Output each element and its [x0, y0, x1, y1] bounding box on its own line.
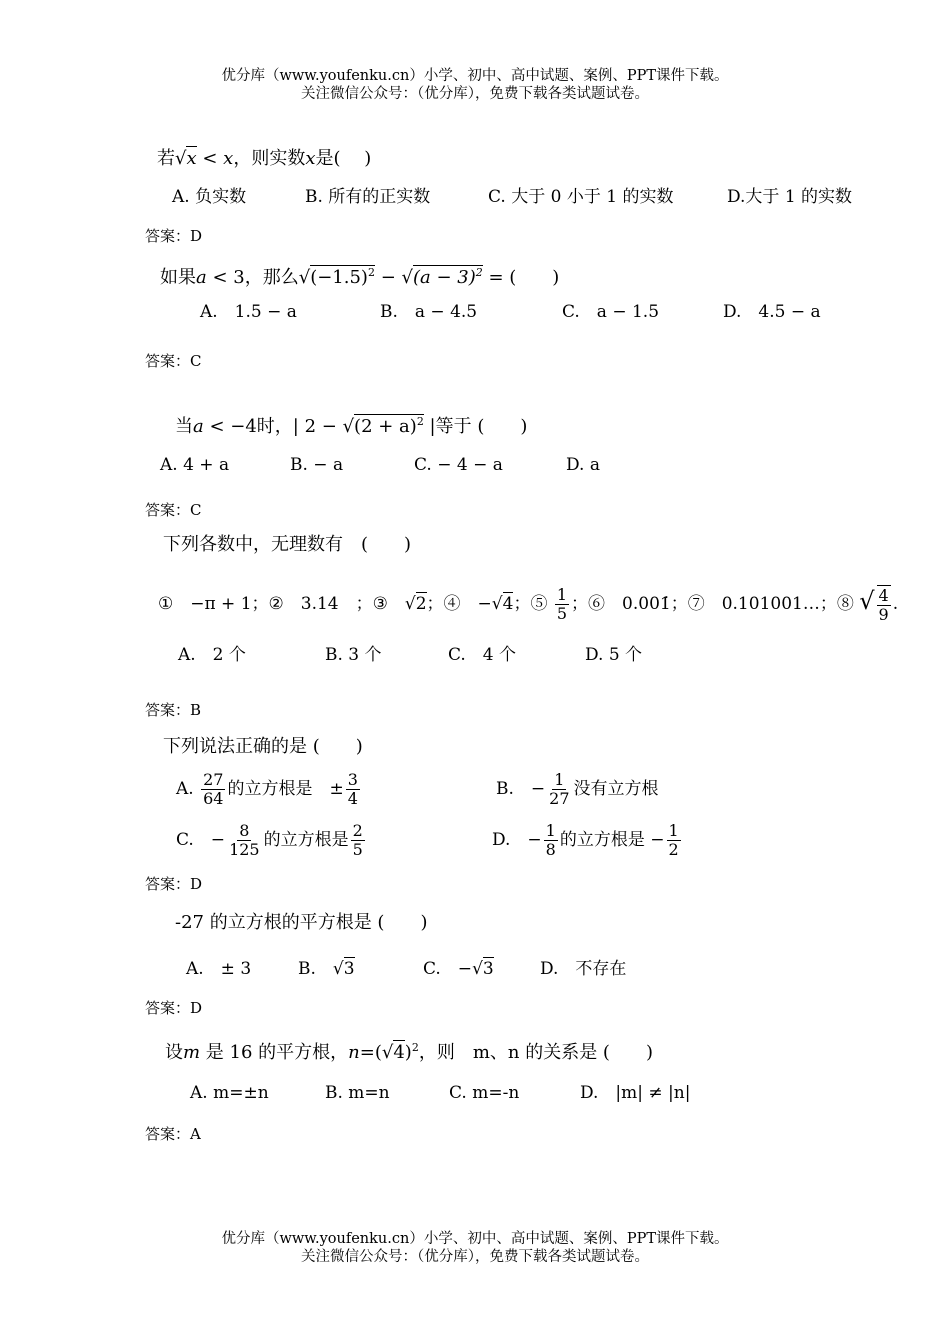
q5-option-c: C. − $\frac{8}{125}$ 的立方根是 $\frac{2}{5}$: [176, 821, 363, 859]
q2-option-a: A. 1.5 − a: [200, 302, 297, 322]
header-line-1: 优分库（www.youfenku.cn）小学、初中、高中试题、案例、PPT课件下载。: [221, 68, 729, 84]
q7-option-b: B. m=n: [325, 1083, 390, 1103]
q6-option-c: C. −√3: [423, 959, 494, 979]
q3-stem: 当a < −4时，| $2 - √(2 + a)^2$ |等于 ( ): [175, 415, 528, 437]
q6-option-b: B. √3: [298, 959, 355, 979]
q4-items: ① −π + 1；② 3.14 ；③ √2；④ −√4；⑤ $\frac{1}{5}$ ；⑥ 0.001̇；⑦ 0.101001…；⑧ √ $\frac{4}{9}$ .: [158, 585, 899, 624]
q5-option-b: B. − $\frac{1}{27}$ 没有立方根: [496, 770, 659, 808]
footer-line-1: 优分库（www.youfenku.cn）小学、初中、高中试题、案例、PPT课件下载。: [221, 1231, 729, 1247]
fraction: $\frac{1}{27}$: [549, 770, 570, 808]
q6-option-d: D. 不存在: [540, 959, 627, 979]
q4-option-d: D. 5 个: [585, 645, 643, 665]
q4-stem: 下列各数中，无理数有 ( ): [163, 534, 412, 555]
q1-option-b: B. 所有的正实数: [305, 187, 431, 207]
q1-stem: 若√x < x，则实数x是( ): [157, 148, 372, 169]
sqrt-symbol: √: [491, 594, 503, 614]
sqrt-symbol: √: [401, 267, 413, 288]
fraction: $\frac{1}{5}$: [556, 585, 568, 623]
q5-option-d: D. − $\frac{1}{8}$ 的立方根是 − $\frac{1}{2}$: [492, 821, 679, 859]
fraction: $\frac{4}{9}$: [878, 586, 889, 624]
sqrt-symbol: √: [404, 594, 416, 614]
sqrt-symbol: √: [175, 148, 187, 169]
sqrt-symbol: √: [332, 959, 344, 979]
q3-option-c: C. − 4 − a: [414, 455, 503, 475]
q4-option-b: B. 3 个: [325, 645, 382, 665]
fraction: $\frac{1}{2}$: [668, 821, 679, 859]
header-line-2: 关注微信公众号：（优分库），免费下载各类试题试卷。: [301, 86, 649, 102]
q2-option-c: C. a − 1.5: [562, 302, 660, 322]
sqrt-symbol: √: [342, 416, 355, 437]
q2-option-b: B. a − 4.5: [380, 302, 478, 322]
q1-option-a: A. 负实数: [172, 187, 247, 207]
q7-option-d: D. |m| ≠ |n|: [580, 1083, 691, 1103]
q2-answer: 答案：C: [145, 352, 202, 370]
q5-answer: 答案：D: [145, 875, 203, 893]
q3-answer: 答案：C: [145, 501, 202, 519]
fraction: $\frac{3}{4}$: [347, 770, 358, 808]
footer-line-2: 关注微信公众号：（优分库），免费下载各类试题试卷。: [301, 1249, 649, 1265]
sqrt-symbol: √: [859, 587, 875, 615]
q6-stem: -27 的立方根的平方根是 ( ): [175, 912, 428, 933]
fraction: $\frac{27}{64}$: [203, 770, 224, 808]
q3-option-a: A. 4 + a: [160, 455, 230, 475]
q6-answer: 答案：D: [145, 999, 203, 1017]
sqrt-symbol: √: [381, 1042, 394, 1063]
q2-option-d: D. 4.5 − a: [723, 302, 821, 322]
q4-option-a: A. 2 个: [178, 645, 246, 665]
q7-option-a: A. m=±n: [190, 1083, 269, 1103]
fraction: $\frac{1}{8}$: [545, 821, 556, 859]
q6-option-a: A. ± 3: [186, 959, 252, 979]
q3-option-d: D. a: [566, 455, 600, 475]
fraction: $\frac{8}{125}$: [229, 821, 260, 859]
q4-answer: 答案：B: [145, 701, 202, 719]
q7-answer: 答案：A: [145, 1125, 201, 1143]
q1-option-d: D.大于 1 的实数: [727, 187, 853, 207]
sqrt-symbol: √: [298, 267, 311, 288]
fraction: $\frac{2}{5}$: [352, 821, 363, 859]
sqrt-symbol: √: [472, 959, 483, 979]
q7-stem: 设m 是 16 的平方根，$n=(√4)^2$，则 m、n 的关系是 ( ): [165, 1041, 653, 1063]
q1-option-c: C. 大于 0 小于 1 的实数: [488, 187, 674, 207]
q2-stem: 如果a < 3，那么$√(-1.5)^2 - √(a - 3)^2$ = ( ): [160, 266, 560, 288]
q3-option-b: B. − a: [290, 455, 344, 475]
q7-option-c: C. m=-n: [449, 1083, 520, 1103]
q5-stem: 下列说法正确的是 ( ): [163, 736, 363, 757]
q4-option-c: C. 4 个: [448, 645, 517, 665]
q1-answer: 答案：D: [145, 227, 203, 245]
q5-option-a: A. $\frac{27}{64}$ 的立方根是 ± $\frac{3}{4}$: [176, 770, 358, 808]
